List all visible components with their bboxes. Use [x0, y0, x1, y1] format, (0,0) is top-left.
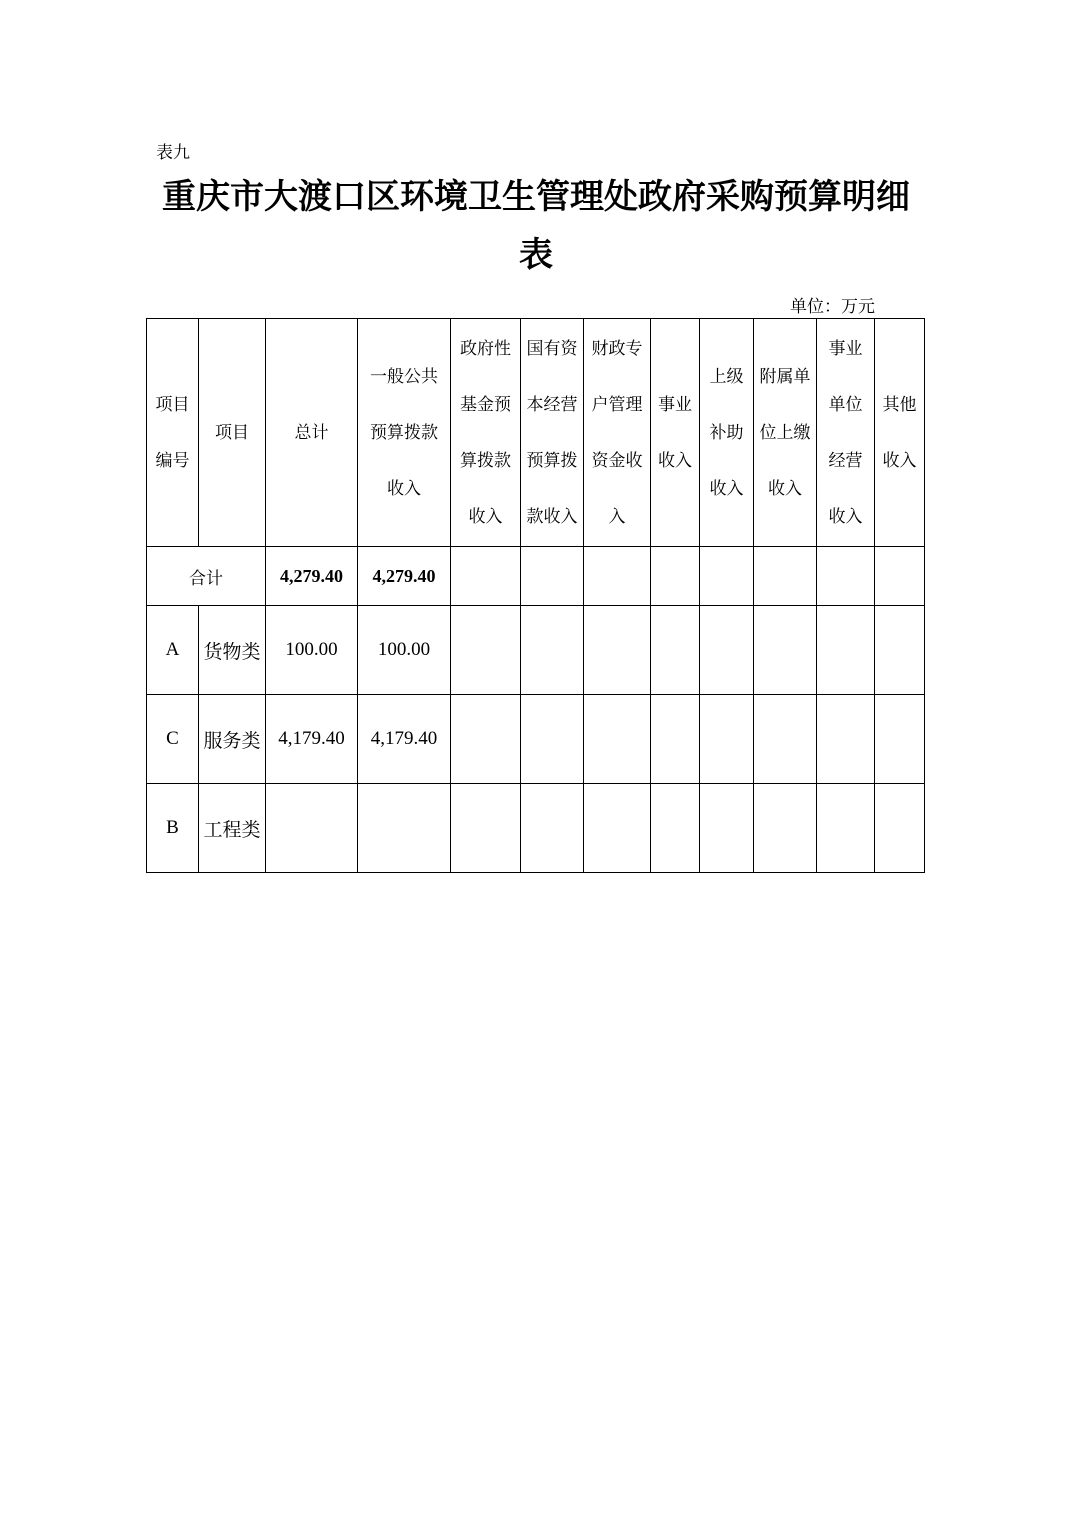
table-cell: [451, 695, 521, 784]
document-title-line-2: 表: [519, 235, 553, 275]
table-cell: [754, 784, 817, 873]
table-cell: [817, 547, 875, 606]
table-cell: [875, 547, 925, 606]
header-cell-subordinate-remit: 附属单 位上缴 收入: [754, 319, 817, 547]
total-general-budget-cell: 4,279.40: [358, 547, 451, 606]
table-row: [147, 784, 925, 873]
table-cell: [700, 606, 754, 695]
total-sum-cell: 4,279.40: [266, 547, 358, 606]
table-cell: [521, 784, 584, 873]
table-cell: [875, 695, 925, 784]
table-cell: [875, 784, 925, 873]
header-cell-total: 总计: [266, 319, 358, 547]
table-cell: [754, 695, 817, 784]
unit-label: 单位：万元: [790, 297, 875, 317]
row-name-cell: 工程类: [199, 784, 266, 873]
row-name-cell: 货物类: [199, 606, 266, 695]
header-cell-project: 项目: [199, 319, 266, 547]
table-cell: [875, 606, 925, 695]
table-cell: [700, 784, 754, 873]
table-cell: [817, 606, 875, 695]
document-title-line-1: 重庆市大渡口区环境卫生管理处政府采购预算明细: [162, 177, 910, 217]
table-cell: [521, 547, 584, 606]
table-number-label: 表九: [156, 143, 190, 163]
table-cell: [451, 606, 521, 695]
row-code-cell: C: [147, 695, 199, 784]
header-cell-special-account: 财政专 户管理 资金收 入: [584, 319, 651, 547]
row-total-cell: 4,179.40: [266, 695, 358, 784]
table-cell: [817, 695, 875, 784]
table-cell: [651, 784, 700, 873]
header-cell-unit-operating: 事业 单位 经营 收入: [817, 319, 875, 547]
table-cell: [651, 547, 700, 606]
table-header-row: [147, 319, 925, 547]
header-cell-state-capital: 国有资 本经营 预算拨 款收入: [521, 319, 584, 547]
header-cell-general-budget: 一般公共 预算拨款 收入: [358, 319, 451, 547]
row-total-cell: 100.00: [266, 606, 358, 695]
table-cell: [521, 606, 584, 695]
row-general-budget-cell: 4,179.40: [358, 695, 451, 784]
table-cell: [700, 547, 754, 606]
procurement-budget-table: [146, 318, 925, 873]
table-cell: [651, 695, 700, 784]
table-cell: [584, 606, 651, 695]
table-row: [147, 606, 925, 695]
header-cell-superior-subsidy: 上级 补助 收入: [700, 319, 754, 547]
row-name-cell: 服务类: [199, 695, 266, 784]
row-total-cell: [266, 784, 358, 873]
header-cell-project-code: 项目 编号: [147, 319, 199, 547]
table-cell: [754, 606, 817, 695]
header-cell-business-income: 事业 收入: [651, 319, 700, 547]
total-label-cell: 合计: [147, 547, 266, 606]
table-cell: [451, 547, 521, 606]
table-cell: [754, 547, 817, 606]
document-title: [146, 168, 926, 284]
table-cell: [651, 606, 700, 695]
header-cell-other-income: 其他 收入: [875, 319, 925, 547]
table-cell: [521, 695, 584, 784]
table-cell: [700, 695, 754, 784]
table-cell: [817, 784, 875, 873]
table-cell: [584, 547, 651, 606]
table-cell: [451, 784, 521, 873]
table-cell: [584, 784, 651, 873]
row-general-budget-cell: [358, 784, 451, 873]
table-total-row: [147, 547, 925, 606]
row-general-budget-cell: 100.00: [358, 606, 451, 695]
table-row: [147, 695, 925, 784]
header-cell-gov-fund: 政府性 基金预 算拨款 收入: [451, 319, 521, 547]
row-code-cell: B: [147, 784, 199, 873]
table-cell: [584, 695, 651, 784]
row-code-cell: A: [147, 606, 199, 695]
